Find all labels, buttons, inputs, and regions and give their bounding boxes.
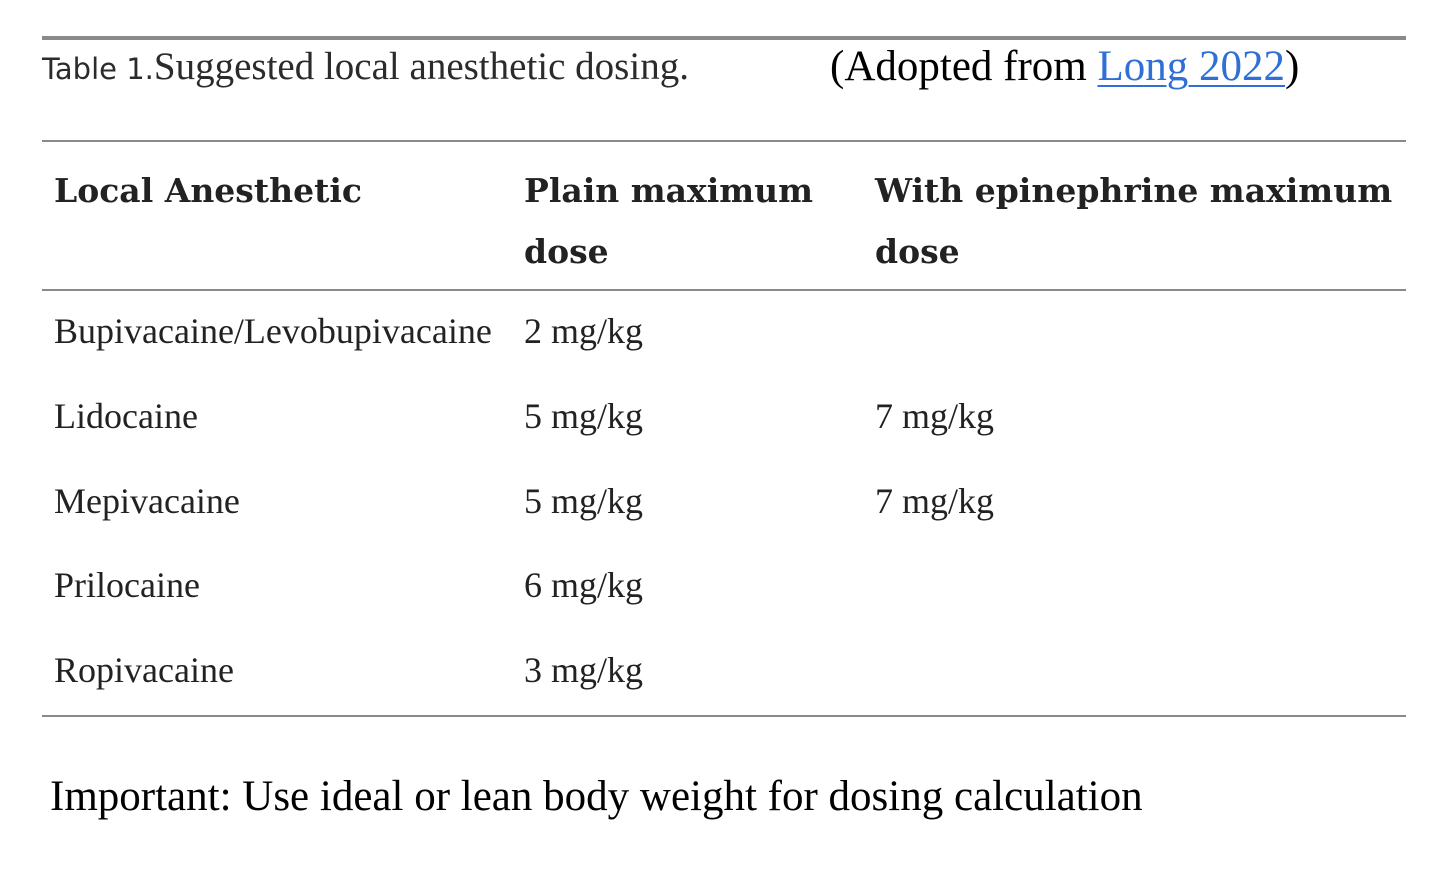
header-with-epinephrine-max-dose: With epinephrine maximum dose (875, 171, 1393, 271)
table-bottom-rule (42, 715, 1406, 717)
table-row (0, 291, 1429, 376)
dosing-note: Important: Use ideal or lean body weight for dosing calculation (50, 773, 1143, 820)
drug-cell: Prilocaine (54, 565, 200, 606)
attribution (830, 42, 1299, 91)
plain-dose-cell: 2 mg/kg (524, 311, 644, 351)
caption-text: Suggested local anesthetic dosing. (153, 45, 689, 88)
table-row (0, 545, 1429, 630)
attribution-suffix: ) (1285, 43, 1300, 90)
epi-dose-cell: 7 mg/kg (875, 395, 995, 436)
table-row (0, 630, 1429, 715)
source-link[interactable]: Long 2022 (1097, 43, 1286, 90)
attribution-prefix: (Adopted from (830, 43, 1098, 90)
plain-dose-cell: 5 mg/kg (524, 395, 644, 436)
plain-dose-cell: 6 mg/kg (524, 565, 644, 606)
table-row (0, 461, 1429, 546)
header-top-rule (42, 140, 1406, 142)
plain-dose-cell: 3 mg/kg (524, 650, 644, 691)
drug-cell: Bupivacaine/Levobupivacaine (54, 311, 492, 351)
header-local-anesthetic: Local Anesthetic (54, 171, 362, 210)
table-row (0, 376, 1429, 461)
epi-dose-cell: 7 mg/kg (875, 480, 995, 521)
table-body (0, 291, 1429, 715)
header-plain-max-dose: Plain maximum dose (524, 171, 814, 271)
drug-cell: Ropivacaine (54, 650, 234, 691)
table-caption (42, 44, 689, 96)
drug-cell: Mepivacaine (54, 480, 240, 521)
table-top-rule (42, 36, 1406, 40)
drug-cell: Lidocaine (54, 395, 198, 436)
plain-dose-cell: 5 mg/kg (524, 480, 644, 521)
caption-label: Table 1. (42, 52, 154, 86)
